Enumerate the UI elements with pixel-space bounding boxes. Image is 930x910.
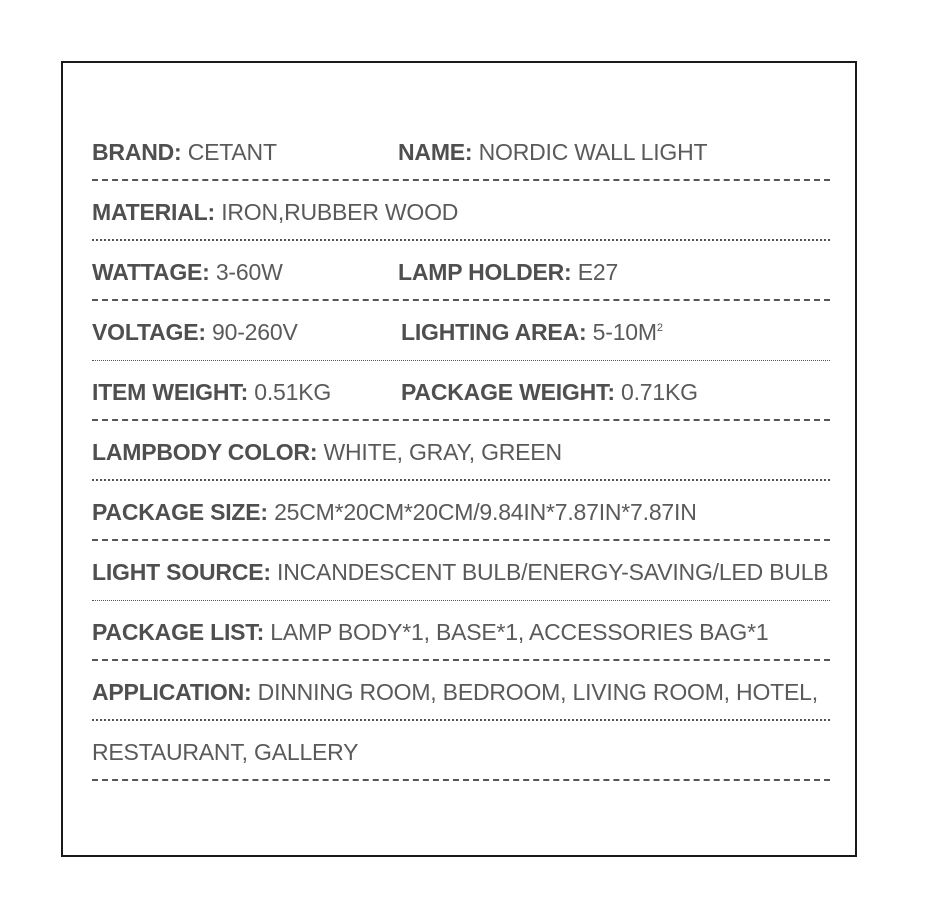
spec-application xyxy=(92,678,818,706)
item-weight-label: ITEM WEIGHT: xyxy=(92,379,249,405)
lighting-area-label: LIGHTING AREA: xyxy=(401,319,587,345)
spec-row-package-size xyxy=(92,481,830,541)
spec-package-weight xyxy=(401,378,698,406)
spec-row-weights xyxy=(92,361,830,421)
spec-row-wattage-holder xyxy=(92,241,830,301)
lampbody-color-label: LAMPBODY COLOR: xyxy=(92,439,318,465)
wattage-label: WATTAGE: xyxy=(92,259,210,285)
package-list-value: LAMP BODY*1, BASE*1, ACCESSORIES BAG*1 xyxy=(270,619,769,645)
item-weight-value: 0.51KG xyxy=(254,379,332,405)
spec-brand xyxy=(92,138,277,166)
voltage-value: 90-260V xyxy=(212,319,298,345)
spec-row-material xyxy=(92,181,830,241)
row-divider xyxy=(92,779,830,781)
spec-name xyxy=(398,138,707,166)
spec-package-list xyxy=(92,618,768,646)
spec-lamp-holder xyxy=(398,258,618,286)
material-value: IRON,RUBBER WOOD xyxy=(221,199,459,225)
spec-material xyxy=(92,198,458,226)
brand-value: CETANT xyxy=(187,139,277,165)
material-label: MATERIAL: xyxy=(92,199,215,225)
spec-lighting-area xyxy=(401,318,663,346)
voltage-label: VOLTAGE: xyxy=(92,319,206,345)
spec-row-light-source xyxy=(92,541,830,601)
package-list-label: PACKAGE LIST: xyxy=(92,619,265,645)
spec-light-source xyxy=(92,558,828,586)
name-value: NORDIC WALL LIGHT xyxy=(478,139,708,165)
lamp-holder-label: LAMP HOLDER: xyxy=(398,259,572,285)
lamp-holder-value: E27 xyxy=(577,259,619,285)
brand-label: BRAND: xyxy=(92,139,182,165)
lighting-area-value: 5-10M xyxy=(592,319,657,345)
wattage-value: 3-60W xyxy=(215,259,283,285)
lampbody-color-value: WHITE, GRAY, GREEN xyxy=(323,439,562,465)
spec-row-voltage-area xyxy=(92,301,830,361)
spec-row-lampbody-color xyxy=(92,421,830,481)
spec-application-continued xyxy=(92,738,358,766)
light-source-label: LIGHT SOURCE: xyxy=(92,559,271,585)
package-size-label: PACKAGE SIZE: xyxy=(92,499,268,525)
light-source-value: INCANDESCENT BULB/ENERGY-SAVING/LED BULB xyxy=(277,559,829,585)
spec-row-package-list xyxy=(92,601,830,661)
package-weight-label: PACKAGE WEIGHT: xyxy=(401,379,615,405)
application-continued-value: RESTAURANT, GALLERY xyxy=(92,739,359,765)
name-label: NAME: xyxy=(398,139,473,165)
spec-row-application xyxy=(92,661,830,721)
application-label: APPLICATION: xyxy=(92,679,252,705)
spec-item-weight xyxy=(92,378,331,406)
spec-lampbody-color xyxy=(92,438,562,466)
package-size-value: 25CM*20CM*20CM/9.84IN*7.87IN*7.87IN xyxy=(274,499,697,525)
spec-voltage xyxy=(92,318,298,346)
package-weight-value: 0.71KG xyxy=(621,379,698,405)
spec-row-application-continued xyxy=(92,721,830,781)
lighting-area-superscript: 2 xyxy=(656,322,663,334)
application-value: DINNING ROOM, BEDROOM, LIVING ROOM, HOTEL, xyxy=(257,679,818,705)
spec-wattage xyxy=(92,258,283,286)
spec-row-brand-name xyxy=(92,121,830,181)
spec-package-size xyxy=(92,498,697,526)
